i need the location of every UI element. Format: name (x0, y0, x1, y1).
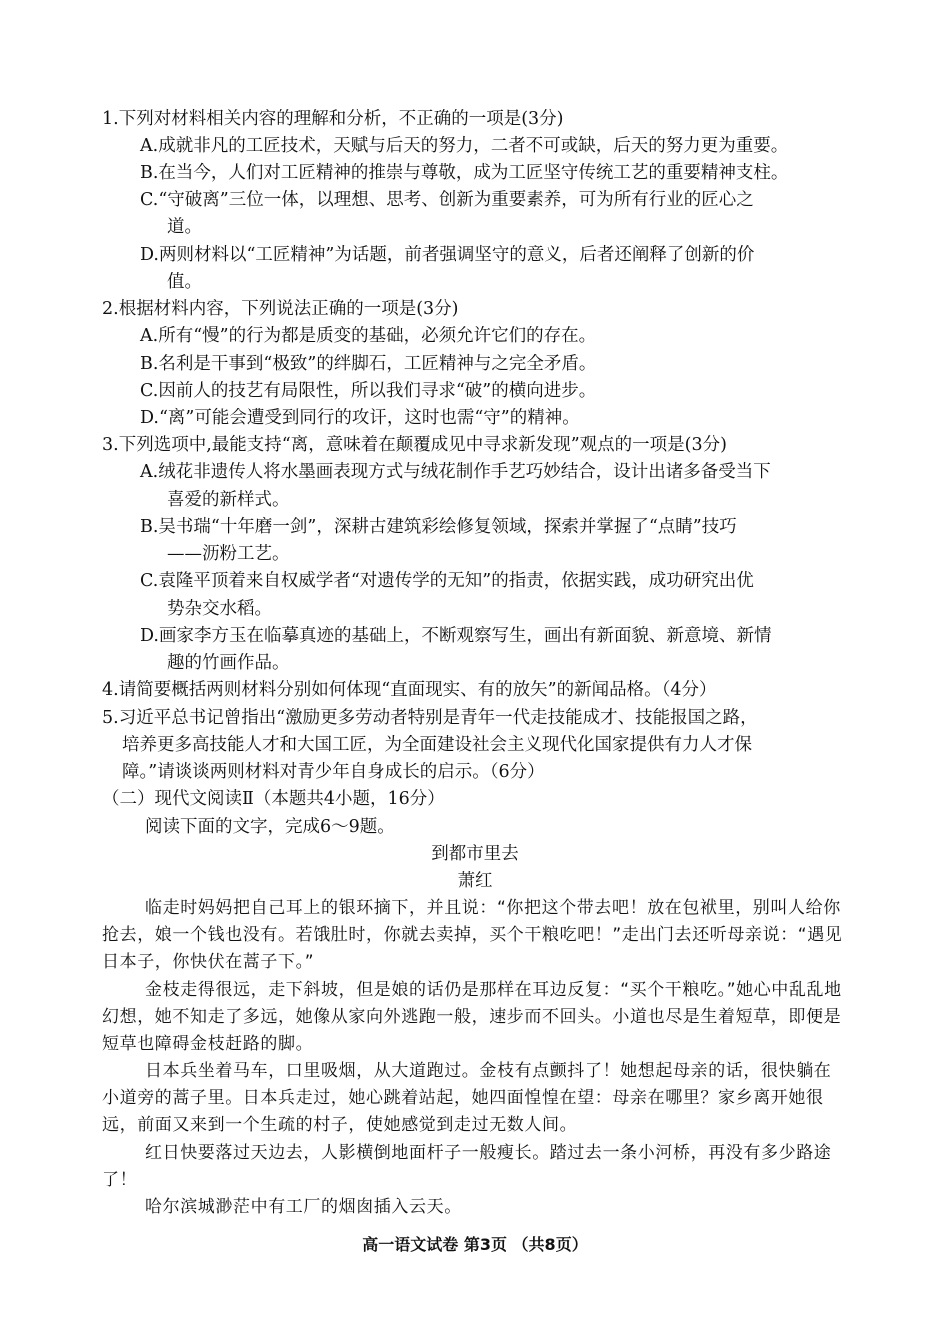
story-paragraph: 临走时妈妈把自己耳上的银环摘下，并且说：“你把这个带去吧！放在包袱里，别叫人给你抢去，娘一个钱也没有。若饿肚时，你就去卖掉，买个干粮吃吧！”走出门去还听母亲说：“遇见日本子，你快伏在蒿子下。” (102, 898, 843, 972)
q5-line-3: 障。”请谈谈两则材料对青少年自身成长的启示。（6分） (122, 762, 545, 782)
q1-option-b: B.在当今，人们对工匠精神的推崇与尊敬，成为工匠坚守传统工艺的重要精神支柱。 (140, 163, 789, 183)
q3-option-c: C.袁隆平顶着来自权威学者“对遗传学的无知”的指责，依据实践，成功研究出优 (140, 571, 754, 591)
q1-option-d: D.两则材料以“工匠精神”为话题，前者强调坚守的意义，后者还阐释了创新的价 (140, 245, 755, 265)
story-paragraph: 日本兵坐着马车，口里吸烟，从大道跑过。金枝有点颤抖了！她想起母亲的话，很快躺在小道旁的蒿子里。日本兵走过，她心跳着站起，她四面惶惶在望：母亲在哪里？家乡离开她很远，前面又来到一个生疏的村子，使她感觉到走过无数人间。 (102, 1061, 832, 1135)
q1-option-c-cont: 道。 (167, 217, 202, 237)
q3-option-d-cont: 趣的竹画作品。 (167, 653, 290, 673)
story-author: 萧红 (457, 871, 493, 891)
q2-option-c: C.因前人的技艺有局限性，所以我们寻求“破”的横向进步。 (140, 381, 597, 401)
story-paragraph: 哈尔滨城渺茫中有工厂的烟囱插入云天。 (145, 1197, 462, 1217)
q3-option-d: D.画家李方玉在临摹真迹的基础上，不断观察写生，画出有新面貌、新意境、新情 (140, 626, 772, 646)
story-title: 到都市里去 (431, 844, 519, 864)
q3-option-b-cont: ——沥粉工艺。 (167, 544, 290, 564)
q3-stem: 3.下列选项中,最能支持“离，意味着在颠覆成见中寻求新发现”观点的一项是(3分) (102, 435, 727, 455)
q2-stem: 2.根据材料内容，下列说法正确的一项是(3分) (102, 299, 459, 319)
q1-option-d-cont: 值。 (167, 272, 202, 292)
section-instruction: 阅读下面的文字，完成6～9题。 (145, 817, 395, 837)
q5-line-2: 培养更多高技能人才和大国工匠，为全面建设社会主义现代化国家提供有力人才保 (122, 735, 752, 755)
story-paragraph: 金枝走得很远，走下斜坡，但是娘的话仍是那样在耳边反复：“买个干粮吃。”她心中乱乱地幻想，她不知走了多远，她像从家向外逃跑一般，速步而不回头。小道也尽是生着短草，即便是短草也障碍金枝赶路的脚。 (102, 980, 842, 1054)
q1-stem: 1.下列对材料相关内容的理解和分析，不正确的一项是(3分) (102, 109, 564, 129)
q3-option-a: A.绒花非遗传人将水墨画表现方式与绒花制作手艺巧妙结合，设计出诸多备受当下 (140, 462, 771, 482)
q5-line-1: 5.习近平总书记曾指出“激励更多劳动者特别是青年一代走技能成才、技能报国之路， (102, 708, 758, 728)
q1-option-c: C.“守破离”三位一体，以理想、思考、创新为重要素养，可为所有行业的匠心之 (140, 190, 754, 210)
q3-option-c-cont: 势杂交水稻。 (167, 599, 272, 619)
q4-stem: 4.请简要概括两则材料分别如何体现“直面现实、有的放矢”的新闻品格。（4分） (102, 680, 717, 700)
section-heading: （二）现代文阅读Ⅱ（本题共4小题，16分） (102, 789, 445, 809)
q1-option-a: A.成就非凡的工匠技术，天赋与后天的努力，二者不可或缺，后天的努力更为重要。 (140, 136, 789, 156)
q2-option-a: A.所有“慢”的行为都是质变的基础，必须允许它们的存在。 (140, 326, 597, 346)
q2-option-b: B.名利是干事到“极致”的绊脚石，工匠精神与之完全矛盾。 (140, 354, 597, 374)
q3-option-a-cont: 喜爱的新样式。 (167, 490, 290, 510)
q2-option-d: D.“离”可能会遭受到同行的攻讦，这时也需“守”的精神。 (140, 408, 580, 428)
story-paragraph: 红日快要落过天边去，人影横倒地面杆子一般瘦长。踏过去一条小河桥，再没有多少路途了！ (102, 1143, 832, 1190)
q3-option-b: B.吴书瑞“十年磨一剑”，深耕古建筑彩绘修复领域，探索并掌握了“点睛”技巧 (140, 517, 737, 537)
page-footer: 高一语文试卷 第3页 （共8页） (362, 1235, 588, 1254)
